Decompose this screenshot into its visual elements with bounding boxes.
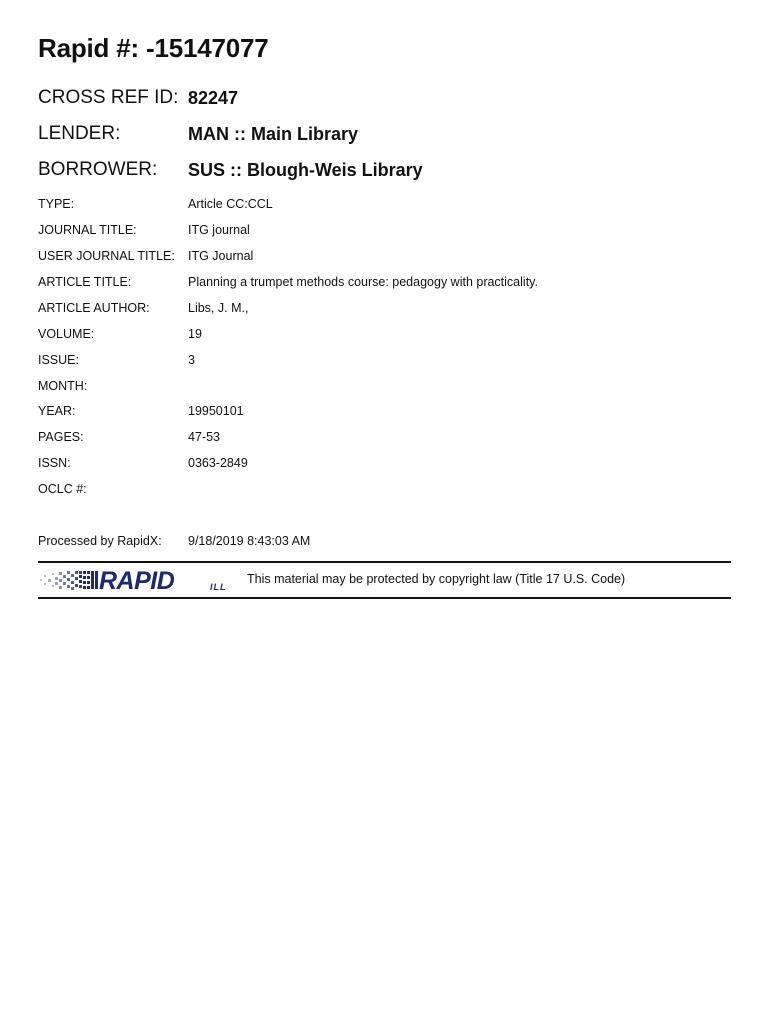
cross-ref-row	[38, 87, 731, 113]
cross-ref-label: CROSS REF ID:	[38, 87, 179, 108]
borrower-label: BORROWER:	[38, 159, 158, 180]
lender-row	[38, 123, 731, 149]
user-journal-title-label: USER JOURNAL TITLE:	[38, 249, 175, 263]
issn-label: ISSN:	[38, 456, 71, 470]
field-row-pages	[38, 430, 731, 448]
year-value: 19950101	[188, 404, 244, 418]
field-row-oclc	[38, 482, 731, 500]
processed-label: Processed by RapidX:	[38, 534, 162, 548]
field-row-issn	[38, 456, 731, 474]
rapid-ill-logo	[38, 567, 234, 593]
field-row-article-title	[38, 275, 731, 293]
logo-ill-text: ILL	[210, 582, 227, 592]
journal-title-value: ITG journal	[188, 223, 250, 237]
field-row-volume	[38, 327, 731, 345]
field-row-journal-title	[38, 223, 731, 241]
pages-value: 47-53	[188, 430, 220, 444]
field-row-year	[38, 404, 731, 422]
field-row-article-author	[38, 301, 731, 319]
borrower-row	[38, 159, 731, 185]
type-label: TYPE:	[38, 197, 75, 211]
oclc-label: OCLC #:	[38, 482, 87, 496]
lender-value: MAN :: Main Library	[188, 124, 359, 144]
user-journal-title-value: ITG Journal	[188, 249, 254, 263]
borrower-value: SUS :: Blough-Weis Library	[188, 160, 423, 180]
field-row-user-journal-title	[38, 249, 731, 267]
article-title-label: ARTICLE TITLE:	[38, 275, 132, 289]
footer-bottom-divider	[38, 597, 731, 599]
processed-value: 9/18/2019 8:43:03 AM	[188, 534, 311, 548]
type-value: Article CC:CCL	[188, 197, 273, 211]
article-title-value: Planning a trumpet methods course: pedagogy with practicality.	[188, 275, 538, 289]
field-row-issue	[38, 353, 731, 371]
rapid-request-sheet	[38, 0, 731, 1024]
issue-value: 3	[188, 353, 195, 367]
field-row-type	[38, 197, 731, 215]
copyright-footer	[38, 563, 731, 596]
rapid-number-heading: Rapid #: -15147077	[38, 33, 269, 63]
processed-row	[38, 534, 731, 552]
copyright-notice: This material may be protected by copyright law (Title 17 U.S. Code)	[247, 572, 626, 586]
field-row-month	[38, 379, 731, 397]
article-author-value: Libs, J. M.,	[188, 301, 249, 315]
volume-value: 19	[188, 327, 202, 341]
issn-value: 0363-2849	[188, 456, 248, 470]
cross-ref-value: 82247	[188, 88, 239, 108]
journal-title-label: JOURNAL TITLE:	[38, 223, 137, 237]
pages-label: PAGES:	[38, 430, 84, 444]
article-author-label: ARTICLE AUTHOR:	[38, 301, 150, 315]
volume-label: VOLUME:	[38, 327, 95, 341]
logo-rapid-text: RAPID	[99, 567, 175, 593]
year-label: YEAR:	[38, 404, 76, 418]
lender-label: LENDER:	[38, 123, 121, 144]
logo-dot-pattern	[40, 571, 98, 590]
month-label: MONTH:	[38, 379, 88, 393]
issue-label: ISSUE:	[38, 353, 79, 367]
